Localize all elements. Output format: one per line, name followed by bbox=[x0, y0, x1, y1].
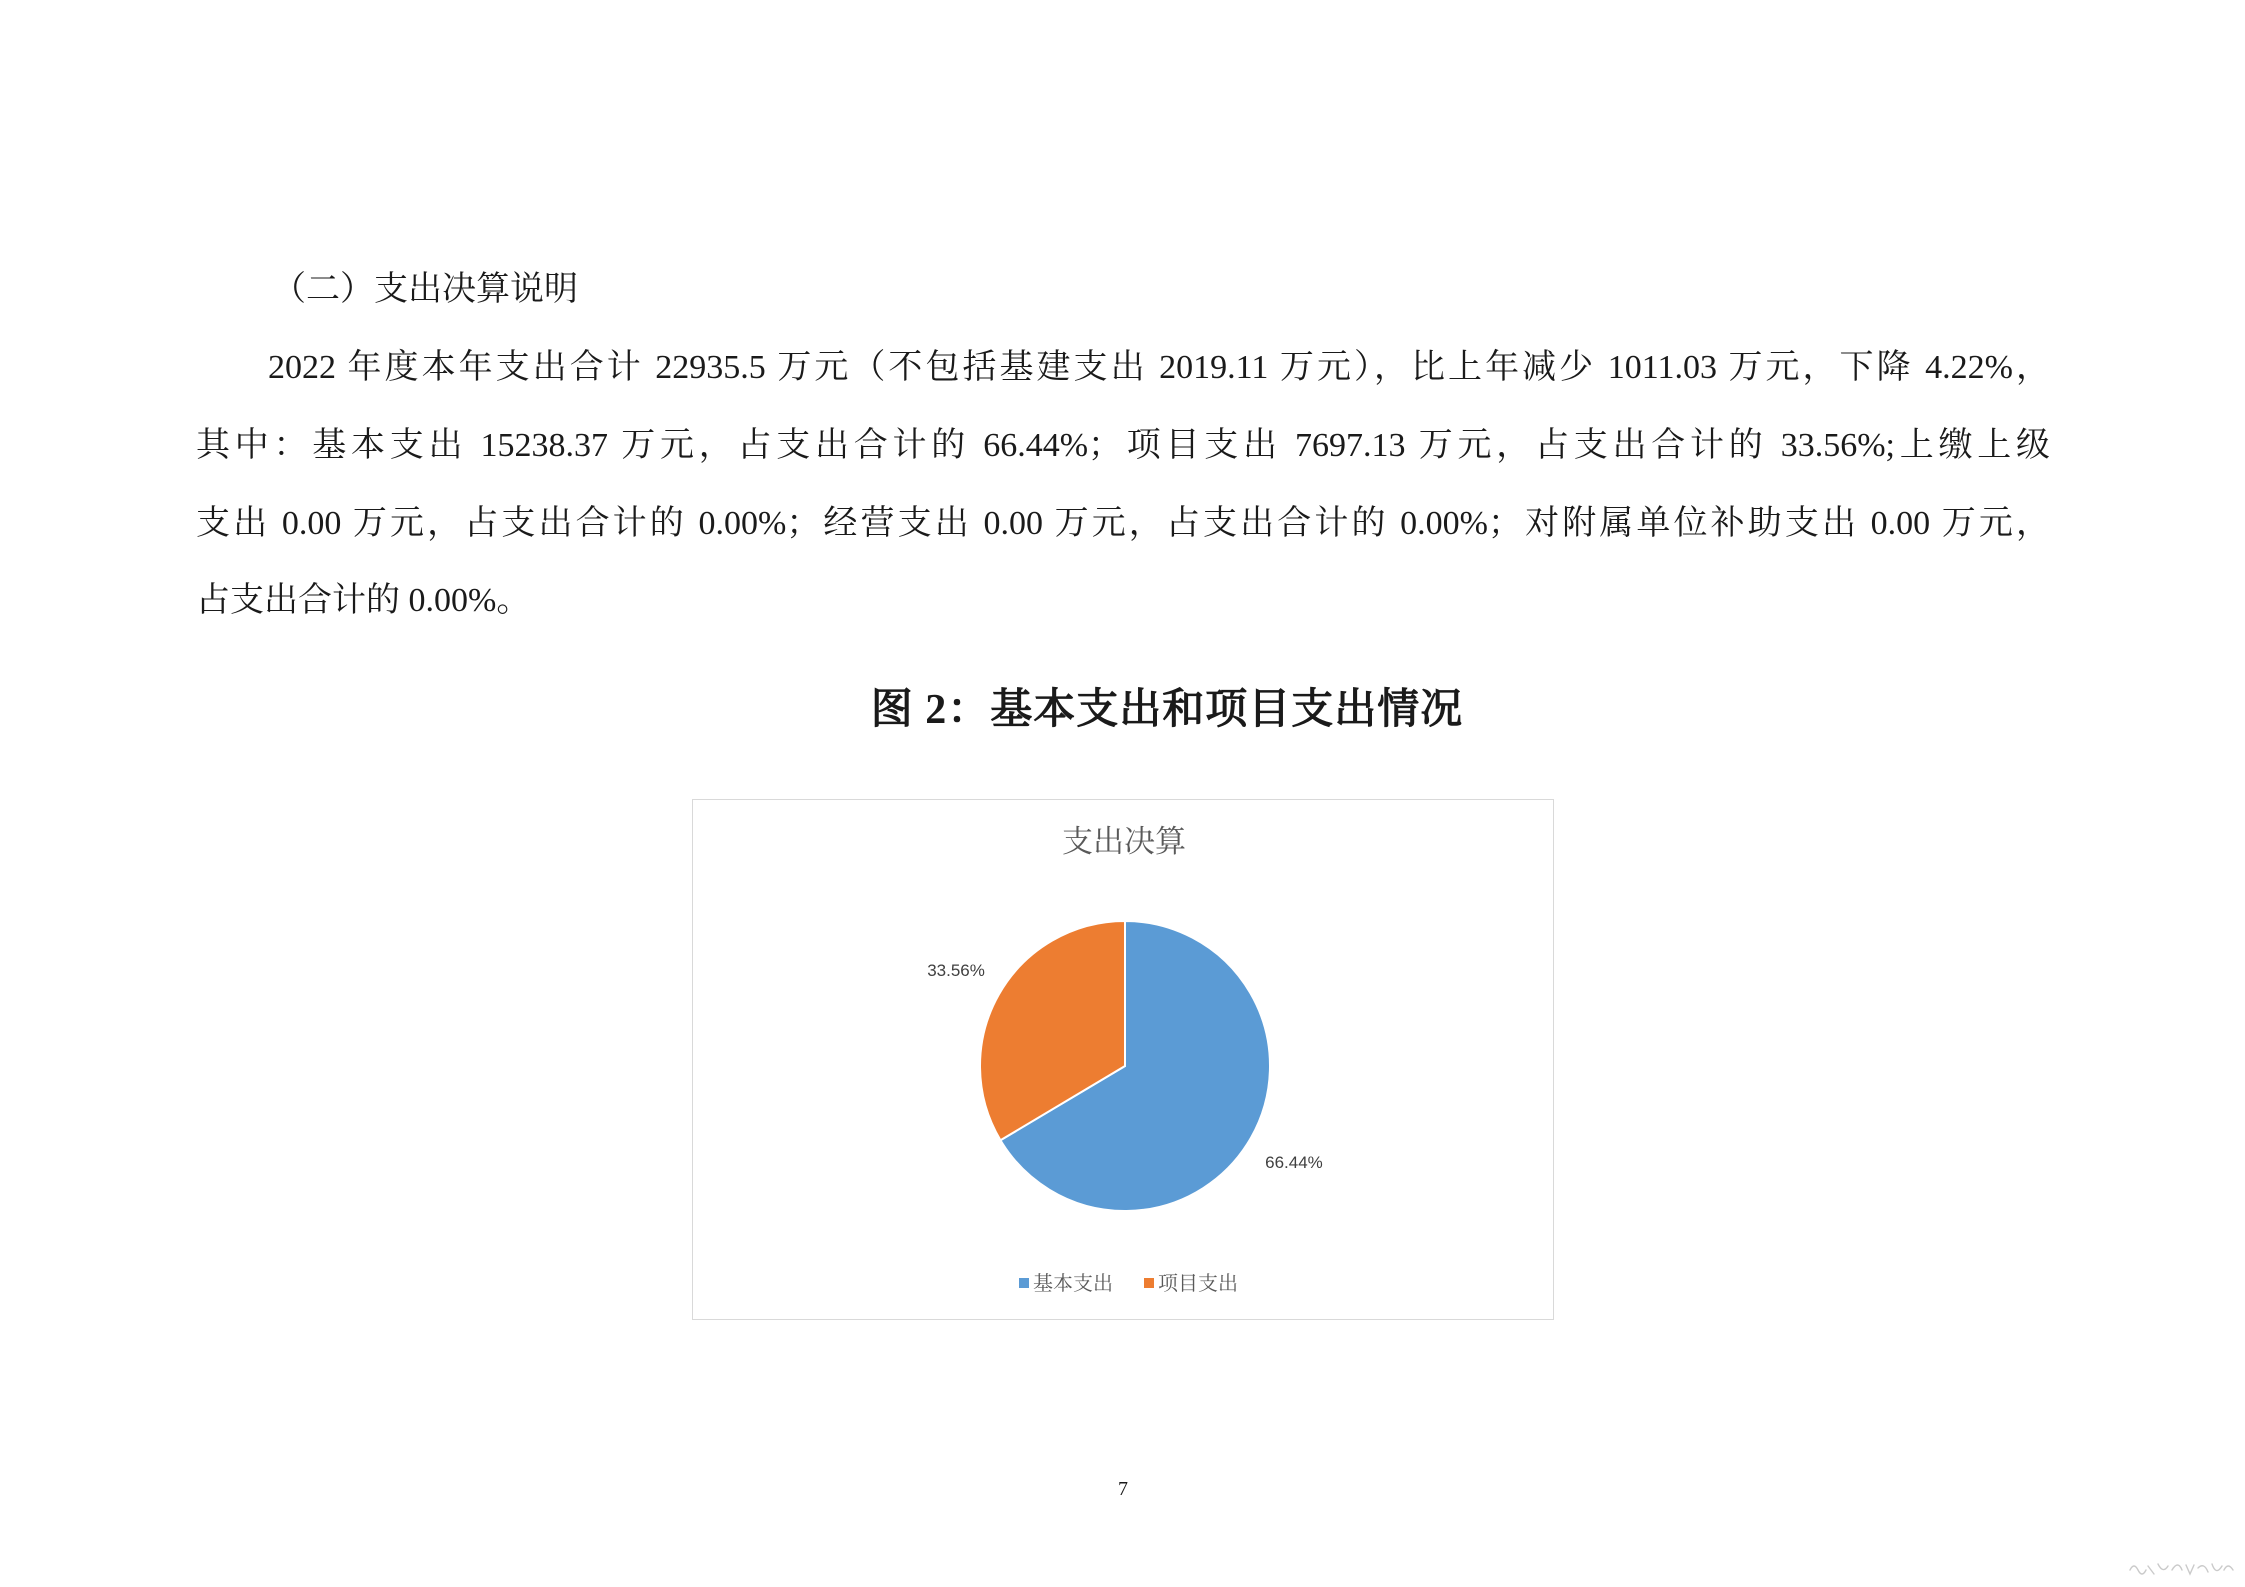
data-label-0: 66.44% bbox=[1265, 1152, 1323, 1172]
legend-item-1 bbox=[1144, 1272, 1238, 1295]
section-heading: （二）支出决算说明 bbox=[272, 271, 578, 308]
legend-marker-1 bbox=[1144, 1278, 1154, 1288]
pie-chart bbox=[693, 800, 1553, 1319]
chart-legend bbox=[1019, 1272, 1238, 1295]
legend-marker-0 bbox=[1019, 1278, 1029, 1288]
watermark bbox=[2128, 1556, 2236, 1580]
legend-label-0: 基本支出 bbox=[1033, 1273, 1113, 1295]
pie-slices bbox=[980, 921, 1270, 1211]
paragraph-line: 占支出合计的 0.00%。 bbox=[196, 582, 531, 619]
page-number: 7 bbox=[1118, 1478, 1128, 1500]
figure-caption: 图 2：基本支出和项目支出情况 bbox=[870, 687, 1464, 733]
paragraph-line: 其中：基本支出 15238.37 万元，占支出合计的 66.44%；项目支出 7697.13 万元，占支出合计的 33.56%;上缴上级 bbox=[196, 427, 2050, 464]
paragraph-line: 2022 年度本年支出合计 22935.5 万元（不包括基建支出 2019.11 万元），比上年减少 1011.03 万元，下降 4.22%， bbox=[268, 349, 2050, 386]
data-label-1: 33.56% bbox=[927, 961, 985, 981]
chart-title: 支出决算 bbox=[1062, 824, 1186, 859]
chart-frame bbox=[692, 799, 1554, 1320]
legend-label-1: 项目支出 bbox=[1158, 1273, 1238, 1295]
paragraph-line: 支出 0.00 万元，占支出合计的 0.00%；经营支出 0.00 万元，占支出合计的 0.00%；对附属单位补助支出 0.00 万元， bbox=[196, 505, 2050, 542]
legend-item-0 bbox=[1019, 1272, 1113, 1295]
